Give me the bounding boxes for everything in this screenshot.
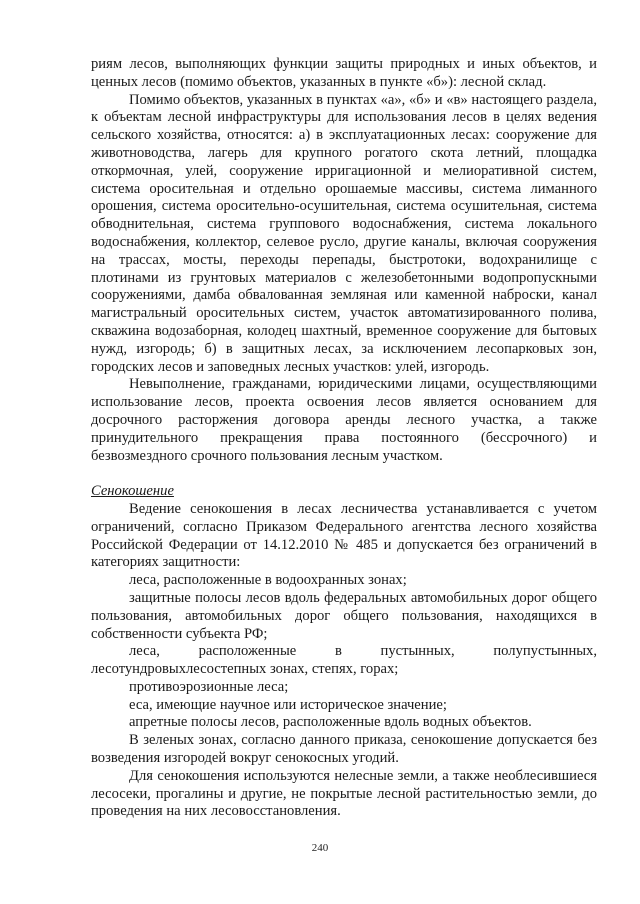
document-body [91, 56, 597, 821]
paragraph-green-zones: В зеленых зонах, согласно данного приказа, сенокошение допускается без возведения изгородей вокруг сенокосных угодий. [91, 732, 597, 767]
category-item: леса, расположенные в водоохранных зонах; [129, 572, 407, 589]
category-item: защитные полосы лесов вдоль федеральных автомобильных дорог общего пользования, автомобильных дорог общего пользования, находящихся в собственности субъекта РФ; [91, 589, 597, 642]
paragraph-non-compliance: Невыполнение, гражданами, юридическими лицами, осуществляющими использование лесов, проекта освоения лесов является основанием для досрочного расторжения договора аренды лесного участка, а также принудительного прекращения права постоянного (бессрочного) и безвозмездного срочного пользования лесным участком. [91, 376, 597, 464]
category-item: апретные полосы лесов, расположенные вдоль водных объектов. [129, 714, 532, 731]
paragraph-haymaking-intro: Ведение сенокошения в лесах лесничества устанавливается с учетом ограничений, согласно Приказом Федерального агентства лесного хозяйства Российской Федерации от 14.12.2010 № 485 и допускается без ограничений в категориях защитности: [91, 500, 597, 571]
section-heading: Сенокошение [91, 483, 174, 500]
paragraph-infrastructure: Помимо объектов, указанных в пунктах «а», «б» и «в» настоящего раздела, к объектам лесной инфраструктуры для использования лесов в целях ведения сельского хозяйства, относятся: а) в эксплуатационных лесах: сооружение для животноводства, лагерь для крупного рогатого скота летний, площадка откормочная, улей, сооружение ирригационной и мелиоративной систем, система оросительная и отдельно орошаемые массивы, система лиманного орошения, система оросительно-осушительная, система осушительная, система обводнительная, система группового водоснабжения, система локального водоснабжения, коллектор, селевое русло, другие каналы, включая сооружения на трассах, мосты, переходы перепады, быстротоки, водохранилище с плотинами из грунтовых материалов с железобетонными водопропускными сооружениями, дамба обвалованная земляная или каменной наброски, канал магистральный оросительных систем, участок автоматизированного полива, скважина водозаборная, колодец шахтный, временное сооружение для бытовых нужд, изгородь; б) в защитных лесах, за исключением лесопарковых зон, городских лесов и заповедных лесных участков: улей, изгородь. [91, 91, 597, 375]
paragraph-continuation: риям лесов, выполняющих функции защиты природных и иных объектов, и ценных лесов (помимо объектов, указанных в пункте «б»): лесной склад. [91, 56, 597, 90]
category-item: противоэрозионные леса; [129, 678, 289, 695]
paragraph-non-forest-lands: Для сенокошения используются нелесные земли, а также необлесившиеся лесосеки, прогалины и другие, не покрытые лесной растительностью земли, до проведения на них лесовосстановления. [91, 767, 597, 820]
category-item: еса, имеющие научное или историческое значение; [129, 696, 447, 713]
page-number: 240 [311, 842, 329, 854]
category-item: леса, расположенные в пустынных, полупустынных, лесотундровыхлесостепных зонах, степях, горах; [91, 643, 597, 678]
